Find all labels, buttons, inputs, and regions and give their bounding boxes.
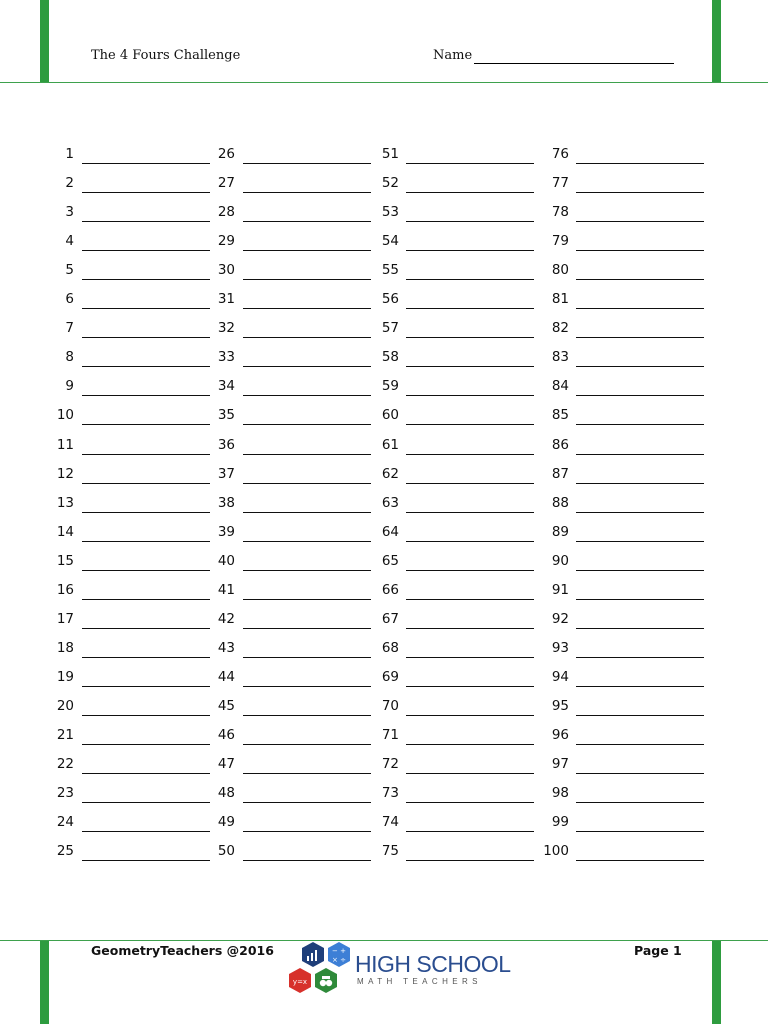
answer-line[interactable] xyxy=(82,744,210,745)
problem-number: 57 xyxy=(381,320,399,336)
problem-number: 32 xyxy=(217,320,235,336)
problem-number: 39 xyxy=(217,524,235,540)
answer-line[interactable] xyxy=(576,192,704,193)
problem-number: 99 xyxy=(551,814,569,830)
problem-number: 91 xyxy=(551,582,569,598)
problem-number: 55 xyxy=(381,262,399,278)
answer-line[interactable] xyxy=(406,744,534,745)
problem-number: 35 xyxy=(217,407,235,423)
problem-number: 25 xyxy=(56,843,74,859)
problem-number: 60 xyxy=(381,407,399,423)
answer-line[interactable] xyxy=(406,483,534,484)
problem-number: 64 xyxy=(381,524,399,540)
answer-line[interactable] xyxy=(576,454,704,455)
problem-number: 58 xyxy=(381,349,399,365)
problem-number: 67 xyxy=(381,611,399,627)
answer-line[interactable] xyxy=(576,773,704,774)
answer-line[interactable] xyxy=(82,395,210,396)
problem-number: 74 xyxy=(381,814,399,830)
problem-number: 27 xyxy=(217,175,235,191)
problem-number: 88 xyxy=(551,495,569,511)
problem-number: 50 xyxy=(217,843,235,859)
logo-subtitle: MATH TEACHERS xyxy=(357,977,482,986)
problem-number: 89 xyxy=(551,524,569,540)
answer-line[interactable] xyxy=(576,570,704,571)
problem-number: 42 xyxy=(217,611,235,627)
problem-number: 51 xyxy=(381,146,399,162)
problem-number: 11 xyxy=(56,437,74,453)
answer-line[interactable] xyxy=(82,570,210,571)
problem-number: 26 xyxy=(217,146,235,162)
problem-number: 87 xyxy=(551,466,569,482)
problem-number: 41 xyxy=(217,582,235,598)
svg-text:× ÷: × ÷ xyxy=(332,956,346,964)
answer-line[interactable] xyxy=(406,773,534,774)
problem-number: 18 xyxy=(56,640,74,656)
answer-line[interactable] xyxy=(243,454,371,455)
problem-number: 16 xyxy=(56,582,74,598)
answer-line[interactable] xyxy=(82,628,210,629)
answer-line[interactable] xyxy=(406,831,534,832)
answer-line[interactable] xyxy=(243,657,371,658)
problem-number: 82 xyxy=(551,320,569,336)
answer-line[interactable] xyxy=(82,802,210,803)
problem-number: 61 xyxy=(381,437,399,453)
answer-line[interactable] xyxy=(82,163,210,164)
problem-number: 69 xyxy=(381,669,399,685)
answer-line[interactable] xyxy=(243,599,371,600)
problem-number: 95 xyxy=(551,698,569,714)
problem-number: 22 xyxy=(56,756,74,772)
answer-line[interactable] xyxy=(243,192,371,193)
answer-line[interactable] xyxy=(243,221,371,222)
answer-line[interactable] xyxy=(243,163,371,164)
problem-number: 7 xyxy=(65,320,74,336)
answer-line[interactable] xyxy=(82,192,210,193)
problem-number: 78 xyxy=(551,204,569,220)
answer-line[interactable] xyxy=(576,541,704,542)
problem-number: 52 xyxy=(381,175,399,191)
answer-line[interactable] xyxy=(576,657,704,658)
problem-number: 71 xyxy=(381,727,399,743)
problem-number: 86 xyxy=(551,437,569,453)
problem-number: 14 xyxy=(56,524,74,540)
problem-number: 66 xyxy=(381,582,399,598)
problem-number: 62 xyxy=(381,466,399,482)
answer-line[interactable] xyxy=(243,628,371,629)
problem-number: 72 xyxy=(381,756,399,772)
problem-number: 96 xyxy=(551,727,569,743)
problem-number: 15 xyxy=(56,553,74,569)
problem-number: 3 xyxy=(65,204,74,220)
problem-number: 30 xyxy=(217,262,235,278)
answer-line[interactable] xyxy=(576,424,704,425)
answer-line[interactable] xyxy=(406,337,534,338)
worksheet-title: The 4 Fours Challenge xyxy=(91,48,241,63)
problem-number: 92 xyxy=(551,611,569,627)
answer-line[interactable] xyxy=(406,628,534,629)
answer-line[interactable] xyxy=(82,512,210,513)
problem-number: 84 xyxy=(551,378,569,394)
answer-line[interactable] xyxy=(406,599,534,600)
answer-line[interactable] xyxy=(576,802,704,803)
problem-number: 40 xyxy=(217,553,235,569)
answer-line[interactable] xyxy=(243,860,371,861)
answer-line[interactable] xyxy=(82,599,210,600)
problem-number: 94 xyxy=(551,669,569,685)
problem-number: 34 xyxy=(217,378,235,394)
answer-line[interactable] xyxy=(82,657,210,658)
bottom-right-green-bar xyxy=(712,941,721,1024)
answer-line[interactable] xyxy=(576,512,704,513)
answer-line[interactable] xyxy=(82,454,210,455)
problem-number: 28 xyxy=(217,204,235,220)
answer-line[interactable] xyxy=(243,366,371,367)
logo-title: HIGH SCHOOL xyxy=(355,951,511,977)
answer-line[interactable] xyxy=(406,308,534,309)
answer-line[interactable] xyxy=(406,454,534,455)
problem-number: 12 xyxy=(56,466,74,482)
problem-number: 38 xyxy=(217,495,235,511)
answer-line[interactable] xyxy=(576,831,704,832)
problem-number: 17 xyxy=(56,611,74,627)
answer-line[interactable] xyxy=(406,657,534,658)
problem-number: 1 xyxy=(65,146,74,162)
problem-number: 8 xyxy=(65,349,74,365)
problem-number: 97 xyxy=(551,756,569,772)
problem-number: 31 xyxy=(217,291,235,307)
name-label: Name xyxy=(433,48,473,63)
answer-line[interactable] xyxy=(576,744,704,745)
problem-number: 79 xyxy=(551,233,569,249)
answer-line[interactable] xyxy=(82,250,210,251)
answer-line[interactable] xyxy=(243,744,371,745)
problem-number: 47 xyxy=(217,756,235,772)
answer-line[interactable] xyxy=(406,860,534,861)
problem-number: 98 xyxy=(551,785,569,801)
problem-number: 76 xyxy=(551,146,569,162)
answer-line[interactable] xyxy=(406,163,534,164)
answer-line[interactable] xyxy=(406,715,534,716)
problem-number: 36 xyxy=(217,437,235,453)
answer-line[interactable] xyxy=(406,512,534,513)
problem-number: 6 xyxy=(65,291,74,307)
answer-line[interactable] xyxy=(243,395,371,396)
answer-line[interactable] xyxy=(82,541,210,542)
answer-line[interactable] xyxy=(82,221,210,222)
svg-text:− +: − + xyxy=(332,947,346,955)
answer-line[interactable] xyxy=(576,860,704,861)
problem-number: 4 xyxy=(65,233,74,249)
answer-line[interactable] xyxy=(576,483,704,484)
answer-line[interactable] xyxy=(82,366,210,367)
answer-line[interactable] xyxy=(82,483,210,484)
problem-number: 56 xyxy=(381,291,399,307)
problem-number: 73 xyxy=(381,785,399,801)
answer-line[interactable] xyxy=(576,250,704,251)
answer-line[interactable] xyxy=(243,483,371,484)
answer-line[interactable] xyxy=(406,366,534,367)
answer-line[interactable] xyxy=(82,773,210,774)
problem-number: 53 xyxy=(381,204,399,220)
answer-line[interactable] xyxy=(406,221,534,222)
problem-number: 65 xyxy=(381,553,399,569)
answer-line[interactable] xyxy=(243,424,371,425)
hexagon-logo-icon xyxy=(287,941,357,997)
answer-line[interactable] xyxy=(576,279,704,280)
problem-number: 23 xyxy=(56,785,74,801)
answer-line[interactable] xyxy=(82,860,210,861)
answer-line[interactable] xyxy=(243,715,371,716)
answer-line[interactable] xyxy=(243,831,371,832)
problem-number: 19 xyxy=(56,669,74,685)
answer-line[interactable] xyxy=(576,715,704,716)
problem-number: 49 xyxy=(217,814,235,830)
answer-line[interactable] xyxy=(406,541,534,542)
problem-number: 54 xyxy=(381,233,399,249)
answer-line[interactable] xyxy=(576,221,704,222)
problem-number: 83 xyxy=(551,349,569,365)
page-number: Page 1 xyxy=(634,943,682,958)
answer-line[interactable] xyxy=(406,802,534,803)
problem-number: 9 xyxy=(65,378,74,394)
answer-line[interactable] xyxy=(82,424,210,425)
answer-line[interactable] xyxy=(406,395,534,396)
answer-line[interactable] xyxy=(406,250,534,251)
problem-number: 24 xyxy=(56,814,74,830)
answer-line[interactable] xyxy=(406,279,534,280)
problem-number: 43 xyxy=(217,640,235,656)
problem-number: 37 xyxy=(217,466,235,482)
answer-line[interactable] xyxy=(576,395,704,396)
answer-line[interactable] xyxy=(576,628,704,629)
bottom-left-green-bar xyxy=(40,941,49,1024)
problem-number: 33 xyxy=(217,349,235,365)
answer-line[interactable] xyxy=(243,308,371,309)
problem-number: 80 xyxy=(551,262,569,278)
problem-number: 90 xyxy=(551,553,569,569)
high-school-math-teachers-logo xyxy=(287,941,511,997)
answer-line[interactable] xyxy=(576,308,704,309)
answer-line[interactable] xyxy=(82,715,210,716)
answer-line[interactable] xyxy=(82,279,210,280)
answer-line[interactable] xyxy=(406,686,534,687)
answer-line[interactable] xyxy=(82,686,210,687)
problem-number: 75 xyxy=(381,843,399,859)
answer-line[interactable] xyxy=(82,337,210,338)
answer-line[interactable] xyxy=(243,337,371,338)
answer-line[interactable] xyxy=(82,308,210,309)
problem-number: 29 xyxy=(217,233,235,249)
problem-number: 10 xyxy=(56,407,74,423)
answer-line[interactable] xyxy=(243,541,371,542)
problem-number: 21 xyxy=(56,727,74,743)
answer-line[interactable] xyxy=(576,366,704,367)
answer-line[interactable] xyxy=(406,424,534,425)
answer-line[interactable] xyxy=(576,163,704,164)
answer-line[interactable] xyxy=(243,802,371,803)
answer-line[interactable] xyxy=(576,337,704,338)
problem-number: 48 xyxy=(217,785,235,801)
answer-line[interactable] xyxy=(576,599,704,600)
problem-number: 2 xyxy=(65,175,74,191)
answer-line[interactable] xyxy=(243,512,371,513)
problem-number: 100 xyxy=(543,843,569,859)
footer-copyright: GeometryTeachers @2016 xyxy=(91,943,274,958)
problem-number: 81 xyxy=(551,291,569,307)
answer-line[interactable] xyxy=(243,250,371,251)
answer-line[interactable] xyxy=(576,686,704,687)
problem-number: 70 xyxy=(381,698,399,714)
problem-number: 68 xyxy=(381,640,399,656)
answer-line[interactable] xyxy=(243,570,371,571)
problem-number: 59 xyxy=(381,378,399,394)
problem-number: 77 xyxy=(551,175,569,191)
answer-line[interactable] xyxy=(243,686,371,687)
problem-number: 46 xyxy=(217,727,235,743)
svg-text:y=x: y=x xyxy=(292,978,308,986)
answer-line[interactable] xyxy=(406,192,534,193)
problem-number: 13 xyxy=(56,495,74,511)
problem-number: 85 xyxy=(551,407,569,423)
answer-line[interactable] xyxy=(243,279,371,280)
problem-number: 45 xyxy=(217,698,235,714)
problem-number: 20 xyxy=(56,698,74,714)
answer-line[interactable] xyxy=(243,773,371,774)
problem-number: 5 xyxy=(65,262,74,278)
problem-number: 93 xyxy=(551,640,569,656)
problem-number: 63 xyxy=(381,495,399,511)
answer-line[interactable] xyxy=(82,831,210,832)
answer-line[interactable] xyxy=(406,570,534,571)
problem-number: 44 xyxy=(217,669,235,685)
